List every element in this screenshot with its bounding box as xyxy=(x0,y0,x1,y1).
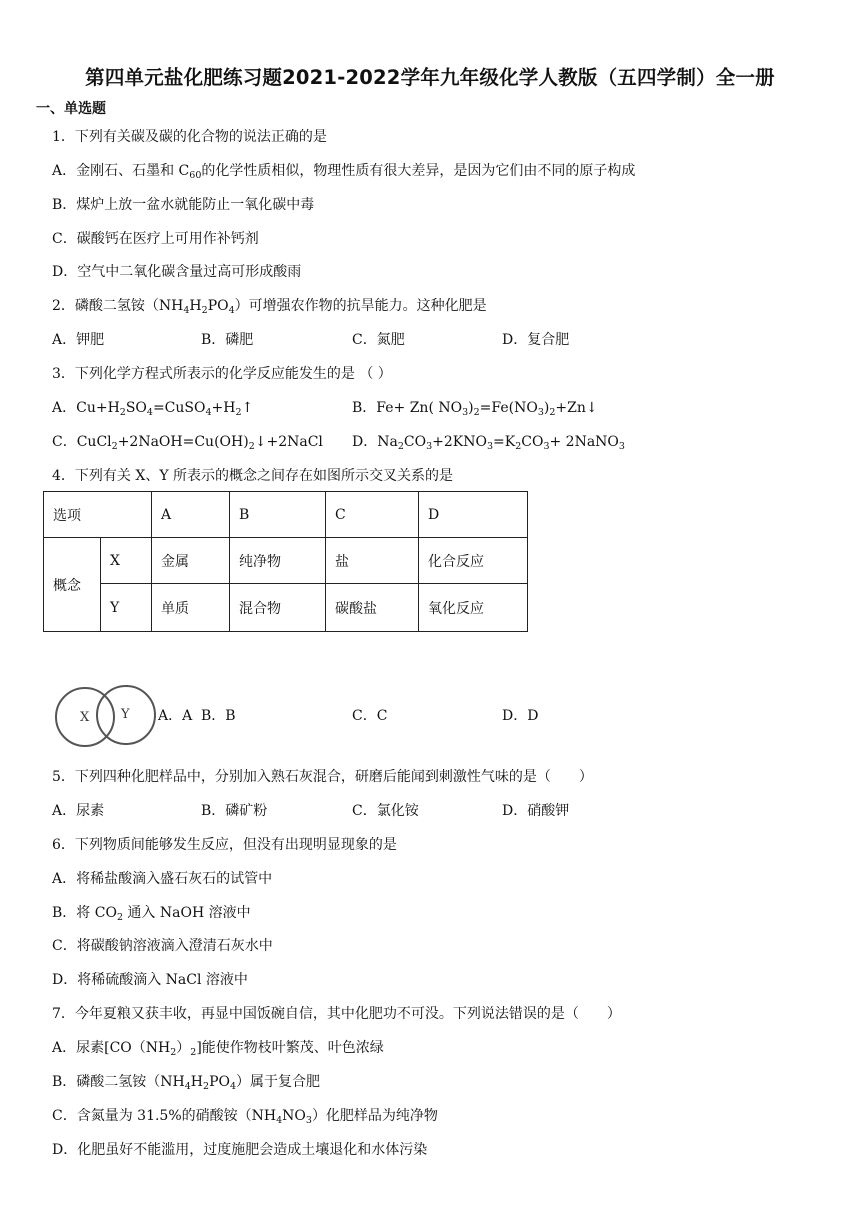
f: B．磷酸二氢铵（NH xyxy=(52,1074,185,1090)
f: +2KNO xyxy=(432,434,487,450)
f: +H xyxy=(211,400,236,416)
q2-stem xyxy=(52,297,487,315)
table-row-key: Y xyxy=(101,584,152,632)
table-cell: 碳酸盐 xyxy=(326,584,419,632)
f: ）化肥样品为纯净物 xyxy=(311,1108,438,1124)
q2-stem-text: 2．磷酸二氢铵（NH xyxy=(52,298,184,314)
f: D．Na xyxy=(352,434,398,450)
q6-option-d[interactable]: D．将稀硫酸滴入 NaCl 溶液中 xyxy=(52,972,248,988)
q7-option-d[interactable]: D．化肥虽好不能滥用，过度施肥会造成土壤退化和水体污染 xyxy=(52,1142,428,1158)
q7-option-a[interactable] xyxy=(52,1039,384,1057)
q1-option-b[interactable]: B．煤炉上放一盆水就能防止一氧化碳中毒 xyxy=(52,197,315,213)
subscript: 3 xyxy=(543,441,550,452)
subscript: 3 xyxy=(537,407,544,418)
subscript: 2 xyxy=(515,441,522,452)
venn-label-y: Y xyxy=(121,707,130,722)
subscript: 4 xyxy=(276,1115,283,1126)
f: A．尿素[CO（NH xyxy=(52,1040,171,1056)
q7-option-b[interactable] xyxy=(52,1073,320,1091)
q6-option-c[interactable]: C．将碳酸钠溶液滴入澄清石灰水中 xyxy=(52,938,273,954)
f: ↑ xyxy=(241,400,254,416)
f: =Fe(NO xyxy=(479,400,538,416)
f: ) xyxy=(543,400,550,416)
q1-option-d[interactable]: D．空气中二氧化碳含量过高可形成酸雨 xyxy=(52,264,302,280)
subscript: 3 xyxy=(305,1115,312,1126)
subscript: 60 xyxy=(189,170,202,181)
subscript: 3 xyxy=(486,441,493,452)
table-row xyxy=(44,584,528,632)
q2-option-a[interactable]: A．钾肥 xyxy=(52,332,105,348)
f: ）属于复合肥 xyxy=(236,1074,321,1090)
f: B．Fe+ Zn( NO xyxy=(352,400,463,416)
subscript: 2 xyxy=(235,407,242,418)
table-cell: 金属 xyxy=(152,538,230,584)
f: B．将 CO xyxy=(52,905,117,921)
subscript: 4 xyxy=(205,407,212,418)
q4-option-b[interactable]: B．B xyxy=(201,708,236,724)
q1-option-c[interactable]: C．碳酸钙在医疗上可用作补钙剂 xyxy=(52,231,259,247)
table-col-c: C xyxy=(326,492,419,538)
f: NO xyxy=(282,1108,306,1124)
q3-stem: 3．下列化学方程式所表示的化学反应能发生的是 （ ） xyxy=(52,366,392,382)
f: ]能使作物枝叶繁茂、叶色浓绿 xyxy=(196,1040,384,1056)
q4-option-c[interactable]: C．C xyxy=(352,708,388,724)
table-cell: 盐 xyxy=(326,538,419,584)
q2-option-c[interactable]: C．氮肥 xyxy=(352,332,405,348)
table-row xyxy=(44,538,528,584)
f: + 2NaNO xyxy=(549,434,619,450)
q6-stem: 6．下列物质间能够发生反应，但没有出现明显现象的是 xyxy=(52,837,397,853)
q5-stem: 5．下列四种化肥样品中，分别加入熟石灰混合，研磨后能闻到刺激性气味的是（ ） xyxy=(52,769,593,785)
f: SO xyxy=(125,400,147,416)
venn-label-x: X xyxy=(80,710,90,725)
subscript: 2 xyxy=(201,305,208,316)
subscript: 2 xyxy=(549,407,556,418)
f: =CuSO xyxy=(152,400,206,416)
q7-stem: 7．今年夏粮又获丰收，再显中国饭碗自信，其中化肥功不可没。下列说法错误的是（ ） xyxy=(52,1006,621,1022)
f: ） xyxy=(176,1040,191,1056)
q1-a-text: A．金刚石、石墨和 C xyxy=(52,163,190,179)
q6-option-b[interactable] xyxy=(52,904,251,922)
q4-stem: 4．下列有关 X、Y 所表示的概念之间存在如图所示交叉关系的是 xyxy=(52,468,454,484)
table-cell: 化合反应 xyxy=(419,538,528,584)
section-heading: 一、单选题 xyxy=(36,101,106,117)
table-cell: 氧化反应 xyxy=(419,584,528,632)
table-col-d: D xyxy=(419,492,528,538)
q3-option-b[interactable] xyxy=(352,399,598,417)
subscript: 2 xyxy=(190,1047,197,1058)
table-col-b: B xyxy=(230,492,326,538)
f: ↓+2NaCl xyxy=(254,434,323,450)
table-row xyxy=(44,492,528,538)
subscript: 2 xyxy=(111,441,118,452)
q6-option-a[interactable]: A．将稀盐酸滴入盛石灰石的试管中 xyxy=(52,871,273,887)
f: PO xyxy=(209,1074,230,1090)
q2-option-b[interactable]: B．磷肥 xyxy=(201,332,254,348)
q5-option-d[interactable]: D．硝酸钾 xyxy=(502,803,570,819)
table-cell: 纯净物 xyxy=(230,538,326,584)
q3-option-a[interactable] xyxy=(52,399,253,417)
table-cell: 混合物 xyxy=(230,584,326,632)
f: CO xyxy=(403,434,427,450)
formula-part: H xyxy=(189,298,202,314)
q5-option-a[interactable]: A．尿素 xyxy=(52,803,105,819)
subscript: 2 xyxy=(397,441,404,452)
q1-option-a[interactable] xyxy=(52,162,635,180)
q4-option-a[interactable]: A．A xyxy=(158,708,193,724)
q5-option-b[interactable]: B．磷矿粉 xyxy=(201,803,268,819)
f: 通入 NaOH 溶液中 xyxy=(122,905,251,921)
venn-diagram xyxy=(55,684,159,750)
subscript: 4 xyxy=(228,305,235,316)
subscript: 3 xyxy=(618,441,625,452)
subscript: 2 xyxy=(116,912,123,923)
q1-a-text-rest: 的化学性质相似，物理性质有很大差异，是因为它们由不同的原子构成 xyxy=(201,163,636,179)
f: ) xyxy=(468,400,474,416)
subscript: 3 xyxy=(426,441,433,452)
subscript: 4 xyxy=(184,1081,191,1092)
subscript: 2 xyxy=(248,441,255,452)
q4-option-d[interactable]: D．D xyxy=(502,708,539,724)
subscript: 4 xyxy=(146,407,153,418)
f: +Zn↓ xyxy=(555,400,598,416)
f: H xyxy=(190,1074,204,1090)
q7-option-c[interactable] xyxy=(52,1107,438,1125)
table-cell: 单质 xyxy=(152,584,230,632)
q2-option-d[interactable]: D．复合肥 xyxy=(502,332,570,348)
f: =K xyxy=(493,434,516,450)
f: C．CuCl xyxy=(52,434,112,450)
table-row-key: X xyxy=(101,538,152,584)
subscript: 2 xyxy=(119,407,126,418)
formula-part: PO xyxy=(207,298,229,314)
f: +2NaOH=Cu(OH) xyxy=(117,434,249,450)
q2-stem-text-rest: ）可增强农作物的抗旱能力。这种化肥是 xyxy=(234,298,487,314)
subscript: 4 xyxy=(183,305,190,316)
table-header-label: 选项 xyxy=(44,492,152,538)
f: A．Cu+H xyxy=(52,400,120,416)
q5-option-c[interactable]: C．氯化铵 xyxy=(352,803,419,819)
f: C．含氮量为 31.5%的硝酸铵（NH xyxy=(52,1108,277,1124)
table-col-a: A xyxy=(152,492,230,538)
subscript: 3 xyxy=(462,407,469,418)
q3-option-d[interactable] xyxy=(352,433,625,451)
subscript: 2 xyxy=(203,1081,210,1092)
document-title: 第四单元盐化肥练习题2021-2022学年九年级化学人教版（五四学制）全一册 xyxy=(85,66,775,89)
table-group-label: 概念 xyxy=(44,538,101,632)
subscript: 2 xyxy=(170,1047,177,1058)
subscript: 2 xyxy=(473,407,480,418)
f: CO xyxy=(521,434,544,450)
subscript: 4 xyxy=(229,1081,237,1092)
q4-table xyxy=(43,491,528,632)
q3-option-c[interactable] xyxy=(52,433,323,451)
q1-stem: 1．下列有关碳及碳的化合物的说法正确的是 xyxy=(52,129,327,145)
